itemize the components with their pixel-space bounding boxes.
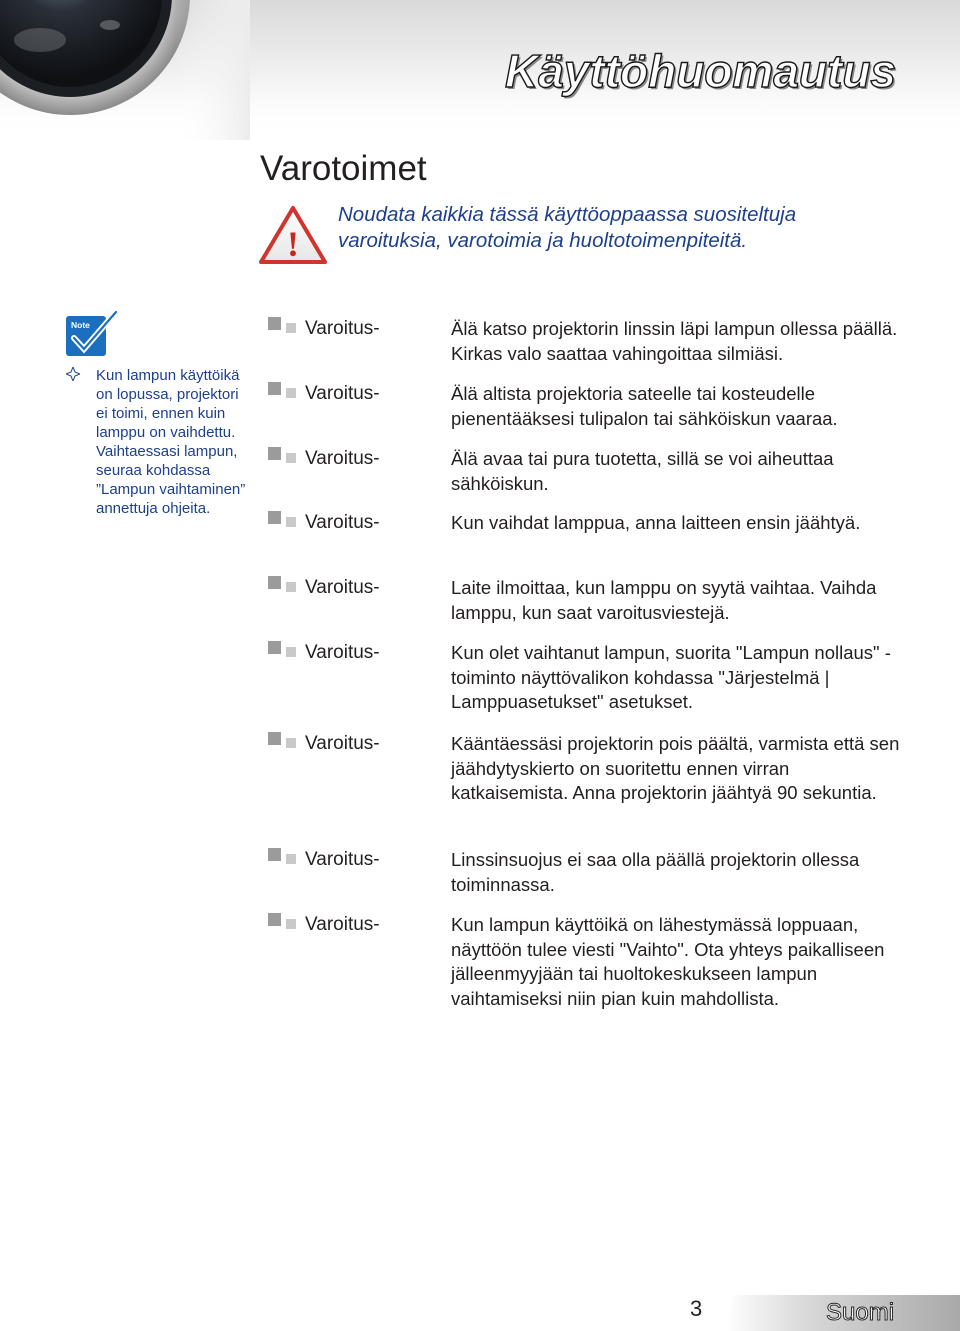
warning-text: Kääntäessäsi projektorin pois päältä, varmista että sen jäähdytyskierto on suoritettu ennen virran katkaisemista. Anna projektorin jäähtyä 90 sekuntia. (451, 733, 900, 803)
warning-label: Varoitus- (305, 849, 380, 870)
bullet-squares-icon (268, 641, 300, 661)
bullet-squares-icon (268, 913, 300, 933)
warning-label: Varoitus- (305, 383, 380, 404)
page-number: 3 (690, 1296, 703, 1321)
bullet-squares-icon (268, 732, 300, 752)
bullet-squares-icon (268, 848, 300, 868)
warning-text: Kun olet vaihtanut lampun, suorita "Lampun nollaus" -toiminto näyttövalikon kohdassa "Järjestelmä | Lamppuasetukset" asetukset. (451, 642, 891, 712)
warning-text: Älä katso projektorin linssin läpi lampun ollessa päällä. Kirkas valo saattaa vahingoittaa silmiäsi. (451, 318, 898, 364)
warning-text: Kun vaihdat lamppua, anna laitteen ensin jäähtyä. (451, 512, 861, 533)
warning-text: Laite ilmoittaa, kun lamppu on syytä vaihtaa. Vaihda lamppu, kun saat varoitusviestejä. (451, 577, 877, 623)
warning-text: Kun lampun käyttöikä on lähestymässä loppuaan, näyttöön tulee viesti "Vaihto". Ota yhteys paikalliseen jälleenmyyjään tai huoltokeskukseen lampun vaihtamiseksi niin pian kuin mahdollista. (451, 914, 885, 1009)
warning-label: Varoitus- (305, 448, 380, 469)
warning-label: Varoitus- (305, 577, 380, 598)
warning-text: Älä avaa tai pura tuotetta, sillä se voi aiheuttaa sähköiskun. (451, 448, 834, 494)
warning-label: Varoitus- (305, 642, 380, 663)
page-header-title: Käyttöhuomautus (505, 45, 896, 97)
svg-text:!: ! (287, 224, 299, 264)
bullet-squares-icon (268, 576, 300, 596)
intro-text: Noudata kaikkia tässä käyttöoppaassa suositeltuja varoituksia, varotoimia ja huoltotoimenpiteitä. (338, 203, 797, 252)
warning-label: Varoitus- (305, 512, 380, 533)
note-icon (64, 308, 120, 360)
bullet-squares-icon (268, 317, 300, 337)
section-title: Varotoimet (260, 149, 427, 188)
note-text: Kun lampun käyttöikä on lopussa, projektori ei toimi, ennen kuin lamppu on vaihdettu. Vaihtaessasi lampun, seuraa kohdassa ”Lampun vaihtaminen” annettuja ohjeita. (96, 367, 246, 517)
warning-text: Linssinsuojus ei saa olla päällä projektorin ollessa toiminnassa. (451, 849, 860, 895)
bullet-squares-icon (268, 511, 300, 531)
warning-label: Varoitus- (305, 914, 380, 935)
bullet-squares-icon (268, 382, 300, 402)
footer-language: Suomi (826, 1299, 895, 1326)
note-icon-label: Note (71, 320, 90, 330)
diamond-bullet-icon (66, 367, 80, 381)
bullet-squares-icon (268, 447, 300, 467)
warning-text: Älä altista projektoria sateelle tai kosteudelle pienentääksesi tulipalon tai sähköiskun vaaraa. (451, 383, 838, 429)
warning-label: Varoitus- (305, 318, 380, 339)
warning-label: Varoitus- (305, 733, 380, 754)
lens-graphic (0, 0, 250, 140)
warning-triangle-icon (258, 204, 328, 266)
